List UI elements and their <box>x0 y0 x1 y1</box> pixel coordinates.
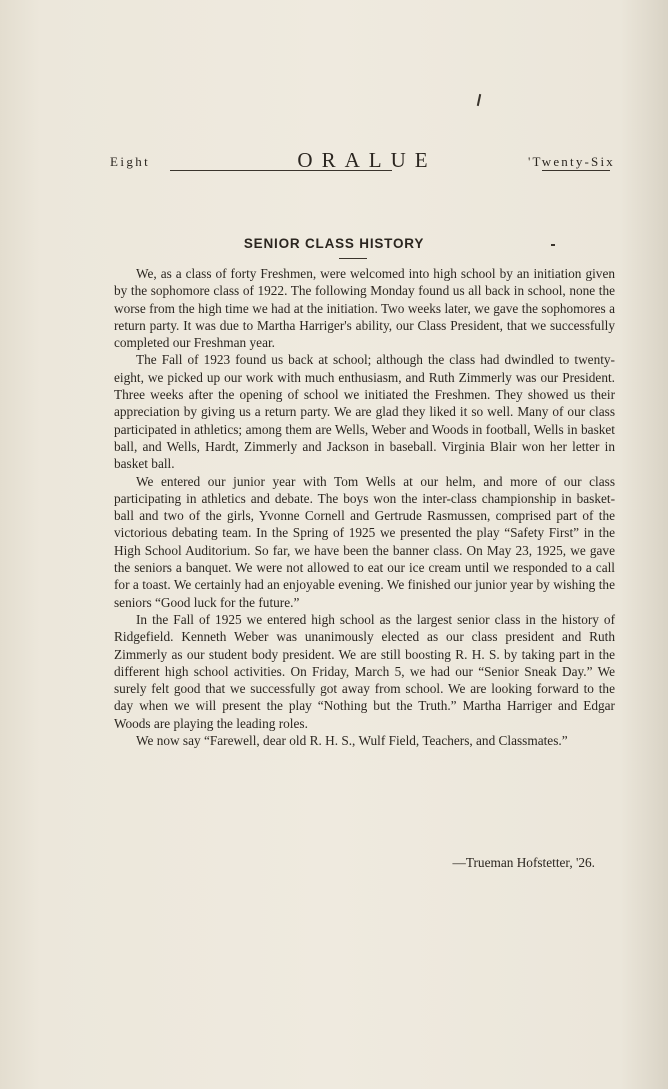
header-rule-right <box>542 170 610 171</box>
title-underline <box>339 258 367 259</box>
page-number-label: Eight <box>110 154 151 169</box>
paragraph: We now say “Farewell, dear old R. H. S., Wulf Field, Teachers, and Classmates.” <box>136 733 568 749</box>
page-header <box>110 147 615 173</box>
author-signature: —Trueman Hofstetter, '26. <box>452 855 595 870</box>
paragraph: We, as a class of forty Freshmen, were welcomed into high school by an initiation given by the sophomore class of 1922. The following Monday found us all back in school, none the worse from the high time we had at the initiation. Two weeks later, we gave the sophomores a return party. It was due to Martha Harriger's ability, our Class President, that we successfully completed our Freshman year. <box>114 266 615 351</box>
paragraph: In the Fall of 1925 we entered high school as the largest senior class in the history of Ridgefield. Kenneth Weber was unanimously elected as our class president and Ruth Zimmerly as our student body president. We are still boosting R. H. S. by taking part in the different high school activities. On Friday, March 5, we had our “Senior Sneak Day.” We surely felt good that we successfully got away from school. We are looking forward to the day when we will present the play “Nothing but the Truth.” Martha Harriger and Edgar Woods are playing the leading roles. <box>114 611 615 731</box>
paragraph: The Fall of 1923 found us back at school; although the class had dwindled to twenty-eight, we picked up our work with much enthusiasm, and Ruth Zimmerly was our President. Three weeks after the opening of school we initiated the Freshmen. They showed us their appreciation by giving us a return party. We are glad they liked it so well. Many of our class participated in athletics; among them are Wells, Weber and Woods in football, Wells in basket ball, and Wells, Hardt, Zimmerly and Jackson in baseball. Virginia Blair won her letter in basket ball. <box>114 352 615 472</box>
ink-mark <box>551 244 555 246</box>
ink-mark <box>477 94 481 106</box>
publication-title: ORALUE <box>297 148 437 172</box>
year-label: 'Twenty-Six <box>527 154 615 169</box>
article-title: SENIOR CLASS HISTORY <box>243 236 425 251</box>
paragraph: We entered our junior year with Tom Wells at our helm, and more of our class participating in athletics and debate. The boys won the inter-class championship in basket-ball and two of the girls, Yvonne Cornell and Gertrude Rasmussen, comprised part of the victorious debating team. In the Spring of 1925 we presented the play “Safety First” in the High School Auditorium. So far, we have been the banner class. On May 23, 1925, we gave the seniors a banquet. We were not allowed to eat our ice cream until we responded to a call for a toast. We certainly had an enjoyable evening. We finished our junior year by wishing the seniors “Good luck for the future.” <box>114 473 615 610</box>
article-body <box>114 265 615 749</box>
